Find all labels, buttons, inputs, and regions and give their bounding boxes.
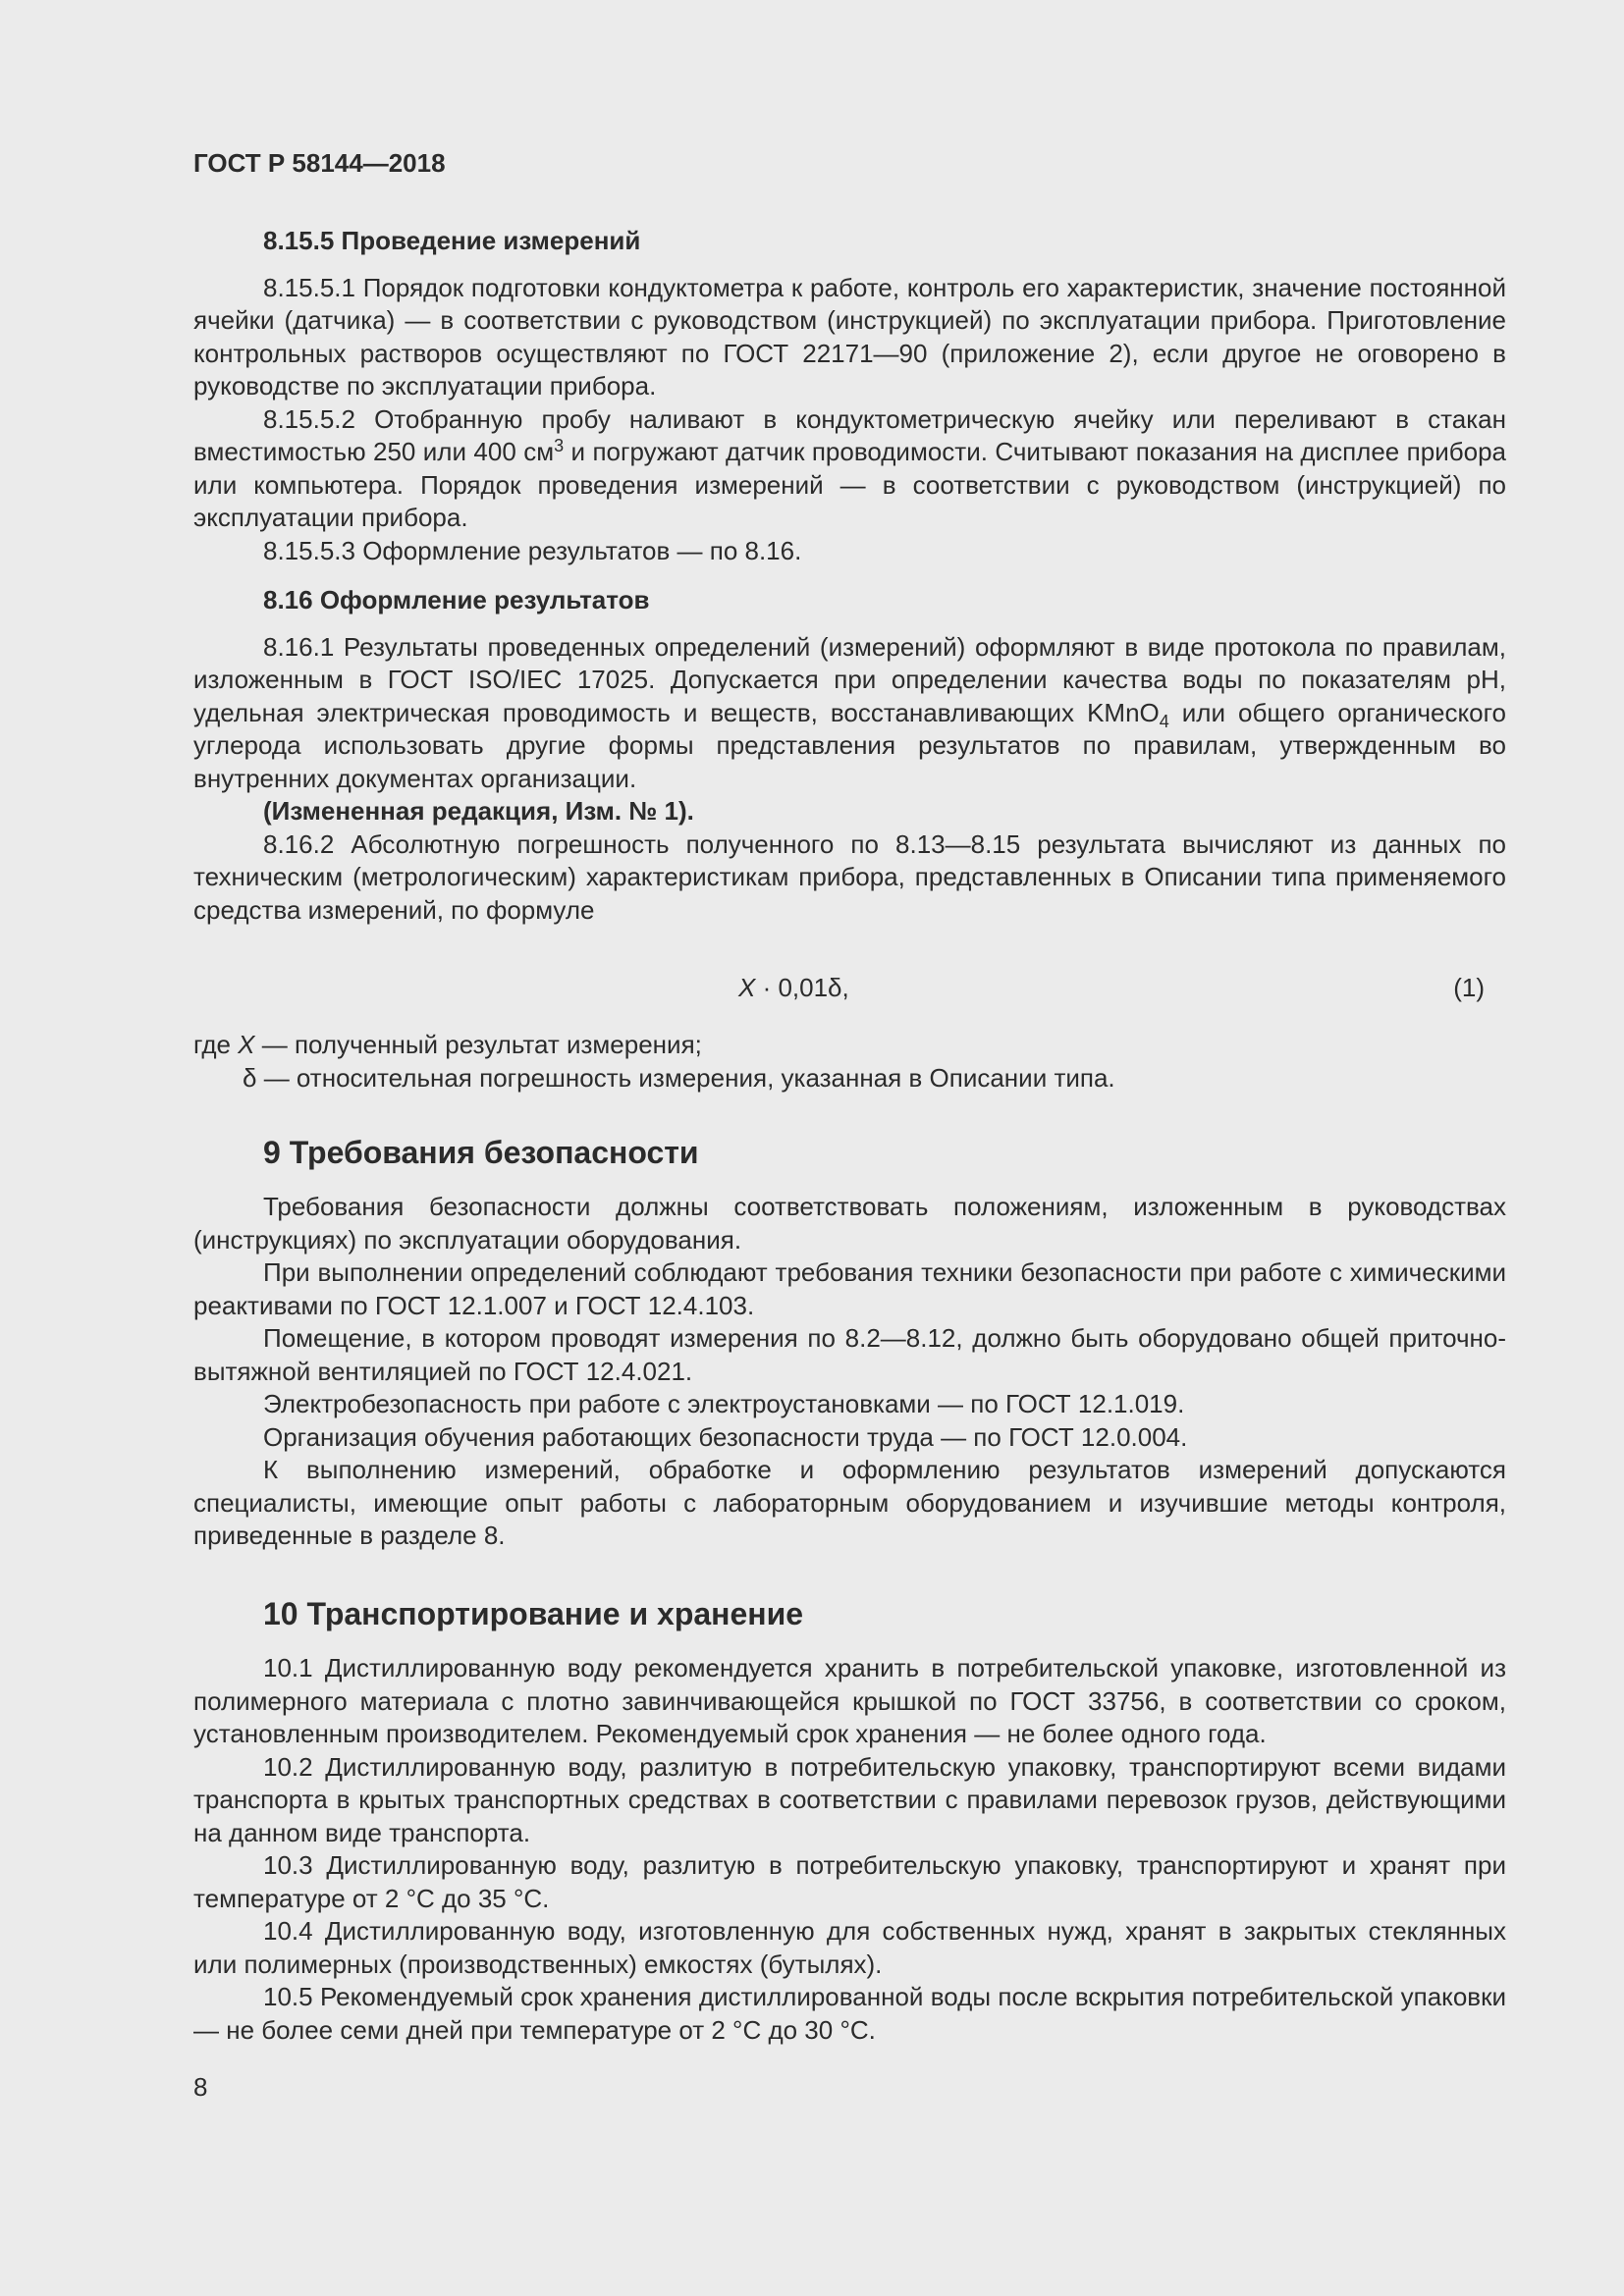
paragraph: 10.1 Дистиллированную воду рекомендуется хранить в потребительской упаковке, изготовленной из полимерного материала с плотно завинчивающейся крышкой по ГОСТ 33756, в соответствии со сроком, установленным производителем. Рекомендуемый срок хранения — не более одного года.	[193, 1653, 1506, 1748]
page-number: 8	[193, 2072, 208, 2102]
paragraph: Организация обучения работающих безопасности труда — по ГОСТ 12.0.004.	[263, 1421, 1188, 1452]
subsection-title: 8.15.5 Проведение измерений	[263, 226, 641, 255]
paragraph: Требования безопасности должны соответствовать положениям, изложенным в руководствах (инструкциях) по эксплуатации оборудования.	[193, 1192, 1506, 1255]
paragraph: 10.2 Дистиллированную воду, разлитую в потребительскую упаковку, транспортируют всеми видами транспорта в крытых транспортных средствах в соответствии с правилами перевозок грузов, действующими на данном виде транспорта.	[193, 1751, 1506, 1847]
section-10	[193, 1595, 1506, 2047]
section-8-16	[193, 584, 1506, 927]
paragraph: 10.4 Дистиллированную воду, изготовленную для собственных нужд, хранят в закрытых стеклянных или полимерных (производственных) емкостях (бутылях).	[193, 1916, 1506, 1979]
amendment-note: (Измененная редакция, Изм. № 1).	[263, 796, 694, 826]
legend-item: δ — относительная погрешность измерения, указанная в Описании типа.	[243, 1062, 1115, 1093]
paragraph: 8.15.5.2 Отобранную пробу наливают в кондуктометрическую ячейку или переливают в стакан вместимостью 250 или 400 $см^3$ и погружают датчик проводимости. Считывают показания на дисплее прибора или компьютера. Порядок проведения измерений — в соответствии с руководством (инструкцией) по эксплуатации прибора.	[193, 403, 1506, 532]
paragraph: 8.15.5.1 Порядок подготовки кондуктометра к работе, контроль его характеристик, значение постоянной ячейки (датчика) — в соответствии с руководством (инструкцией) по эксплуатации прибора. Приготовление контрольных растворов осуществляют по ГОСТ 22171—90 (приложение 2), если другое не оговорено в руководстве по эксплуатации прибора.	[193, 272, 1506, 400]
formula: X · 0,01δ,	[738, 973, 849, 1002]
paragraph: Помещение, в котором проводят измерения по 8.2—8.12, должно быть оборудовано общей приточно-вытяжной вентиляцией по ГОСТ 12.4.021.	[193, 1323, 1506, 1386]
paragraph: Электробезопасность при работе с электроустановками — по ГОСТ 12.1.019.	[263, 1389, 1185, 1418]
paragraph: 8.15.5.3 Оформление результатов — по 8.16.	[263, 535, 802, 565]
paragraph: 8.16.1 Результаты проведенных определений (измерений) оформляют в виде протокола по правилам, изложенным в ГОСТ ISO/IEC 17025. Допускается при определении качества воды по показателям pH, удельная электрическая проводимость и веществ, восстанавливающих KMnO$_4$ или общего органического углерода использовать другие формы представления результатов по правилам, утвержденным во внутренних документах организации.	[193, 631, 1506, 793]
section-8-15-5	[193, 225, 1506, 567]
section-title: 9 Требования безопасности	[263, 1135, 699, 1170]
document-header: ГОСТ Р 58144—2018	[193, 148, 446, 178]
superscript: 3	[554, 436, 565, 455]
legend-item: где X — полученный результат измерения;	[193, 1030, 702, 1059]
paragraph: К выполнению измерений, обработке и оформлению результатов измерений допускаются специалисты, имеющие опыт работы с лабораторным оборудованием и изучившие методы контроля, приведенные в разделе 8.	[193, 1455, 1506, 1550]
formula-number: (1)	[1453, 973, 1485, 1002]
paragraph: При выполнении определений соблюдают требования техники безопасности при работе с химическими реактивами по ГОСТ 12.1.007 и ГОСТ 12.4.103.	[193, 1257, 1506, 1320]
paragraph: 10.3 Дистиллированную воду, разлитую в потребительскую упаковку, транспортируют и хранят при температуре от 2 °С до 35 °С.	[193, 1850, 1506, 1913]
formula-row	[193, 972, 1506, 1005]
subsection-title: 8.16 Оформление результатов	[263, 585, 650, 614]
paragraph: 8.16.2 Абсолютную погрешность полученного по 8.13—8.15 результата вычисляют из данных по техническим (метрологическим) характеристикам прибора, представленных в Описании типа применяемого средства измерений, по формуле	[193, 828, 1506, 925]
paragraph: 10.5 Рекомендуемый срок хранения дистиллированной воды после вскрытия потребительской упаковки — не более семи дней при температуре от 2 °С до 30 °С.	[193, 1982, 1506, 2045]
formula-legend	[193, 1029, 1506, 1095]
subscript: 4	[1159, 711, 1169, 731]
section-9	[193, 1134, 1506, 1553]
section-title: 10 Транспортирование и хранение	[263, 1596, 804, 1631]
